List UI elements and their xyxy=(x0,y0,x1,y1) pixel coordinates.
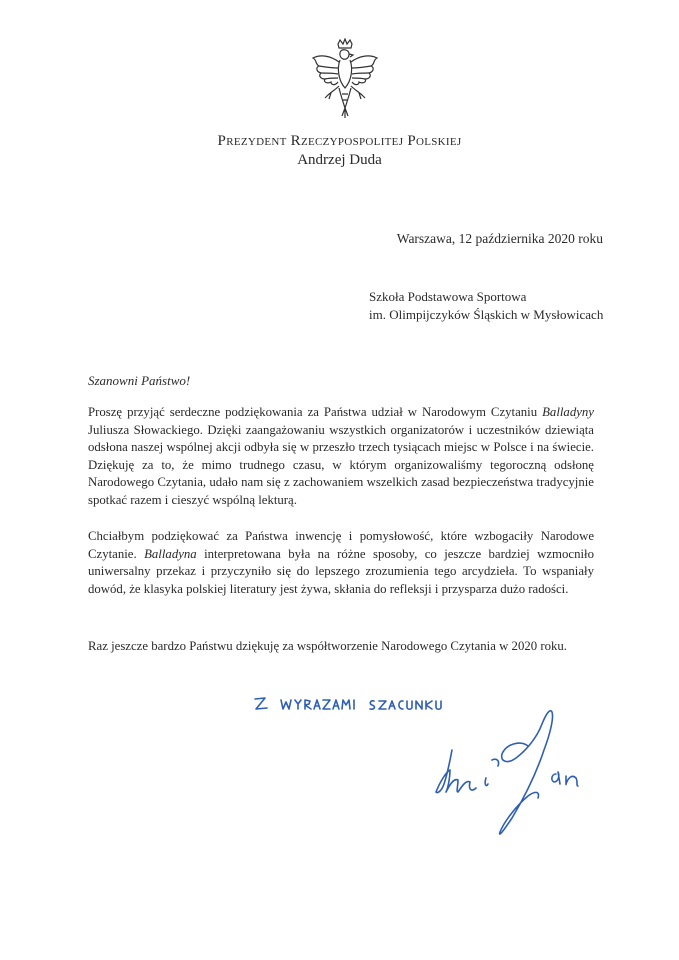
eagle-emblem-icon xyxy=(309,38,381,122)
recipient-line-1: Szkoła Podstawowa Sportowa xyxy=(369,289,527,304)
president-name: Andrzej Duda xyxy=(297,152,382,168)
paragraph-1 xyxy=(88,404,594,510)
paragraph-2 xyxy=(88,528,594,598)
paragraph-1-start: Proszę przyjąć serdeczne podziękowania za Państwa udział w Narodowym Czytaniu xyxy=(88,405,543,419)
salutation: Szanowni Państwo! xyxy=(88,373,191,388)
paragraph-1-rest: Juliusza Słowackiego. Dzięki zaangażowaniu wszystkich organizatorów i uczestników dziewiąta odsłona naszej wspólnej akcji odbyła się w przeszło trzech tysiącach miejsc w Polsce i na świecie. Dziękuję za to, że mimo trudnego czasu, w którym organizowaliśmy tegoroczną odsłonę Narodowego Czytania, udało nam się z zachowaniem wszelkich zasad bezpieczeństwa tradycyjnie spotkać razem i cieszyć wspólną lekturą. xyxy=(88,422,594,507)
work-title-italic: Balladyna xyxy=(144,546,197,561)
date-line: Warszawa, 12 października 2020 roku xyxy=(396,231,603,246)
office-title: Prezydent Rzeczypospolitej Polskiej xyxy=(217,133,462,149)
recipient-address xyxy=(369,288,603,324)
handwritten-signature xyxy=(400,700,600,850)
paragraph-2-start: Chciałbym podziękować za Państwa inwencję i pomysłowość, które wzbogaciły Narodowe Czytanie. xyxy=(88,529,594,561)
paragraph-3: Raz jeszcze bardzo Państwu dziękuję za współtworzenie Narodowego Czytania w 2020 roku. xyxy=(88,639,568,653)
work-title-italic: Balladyny xyxy=(542,405,594,419)
paragraph-2-rest: interpretowana była na różne sposoby, co jeszcze bardziej wzmocniło uniwersalny przekaz i przyczyniło się do lepszego zrozumienia tego arcydzieła. To wspaniały dowód, że klasyka polskiej literatury jest żywa, skłania do refleksji i przysparza dużo radości. xyxy=(88,546,594,596)
recipient-line-2: im. Olimpijczyków Śląskich w Mysłowicach xyxy=(369,307,604,322)
